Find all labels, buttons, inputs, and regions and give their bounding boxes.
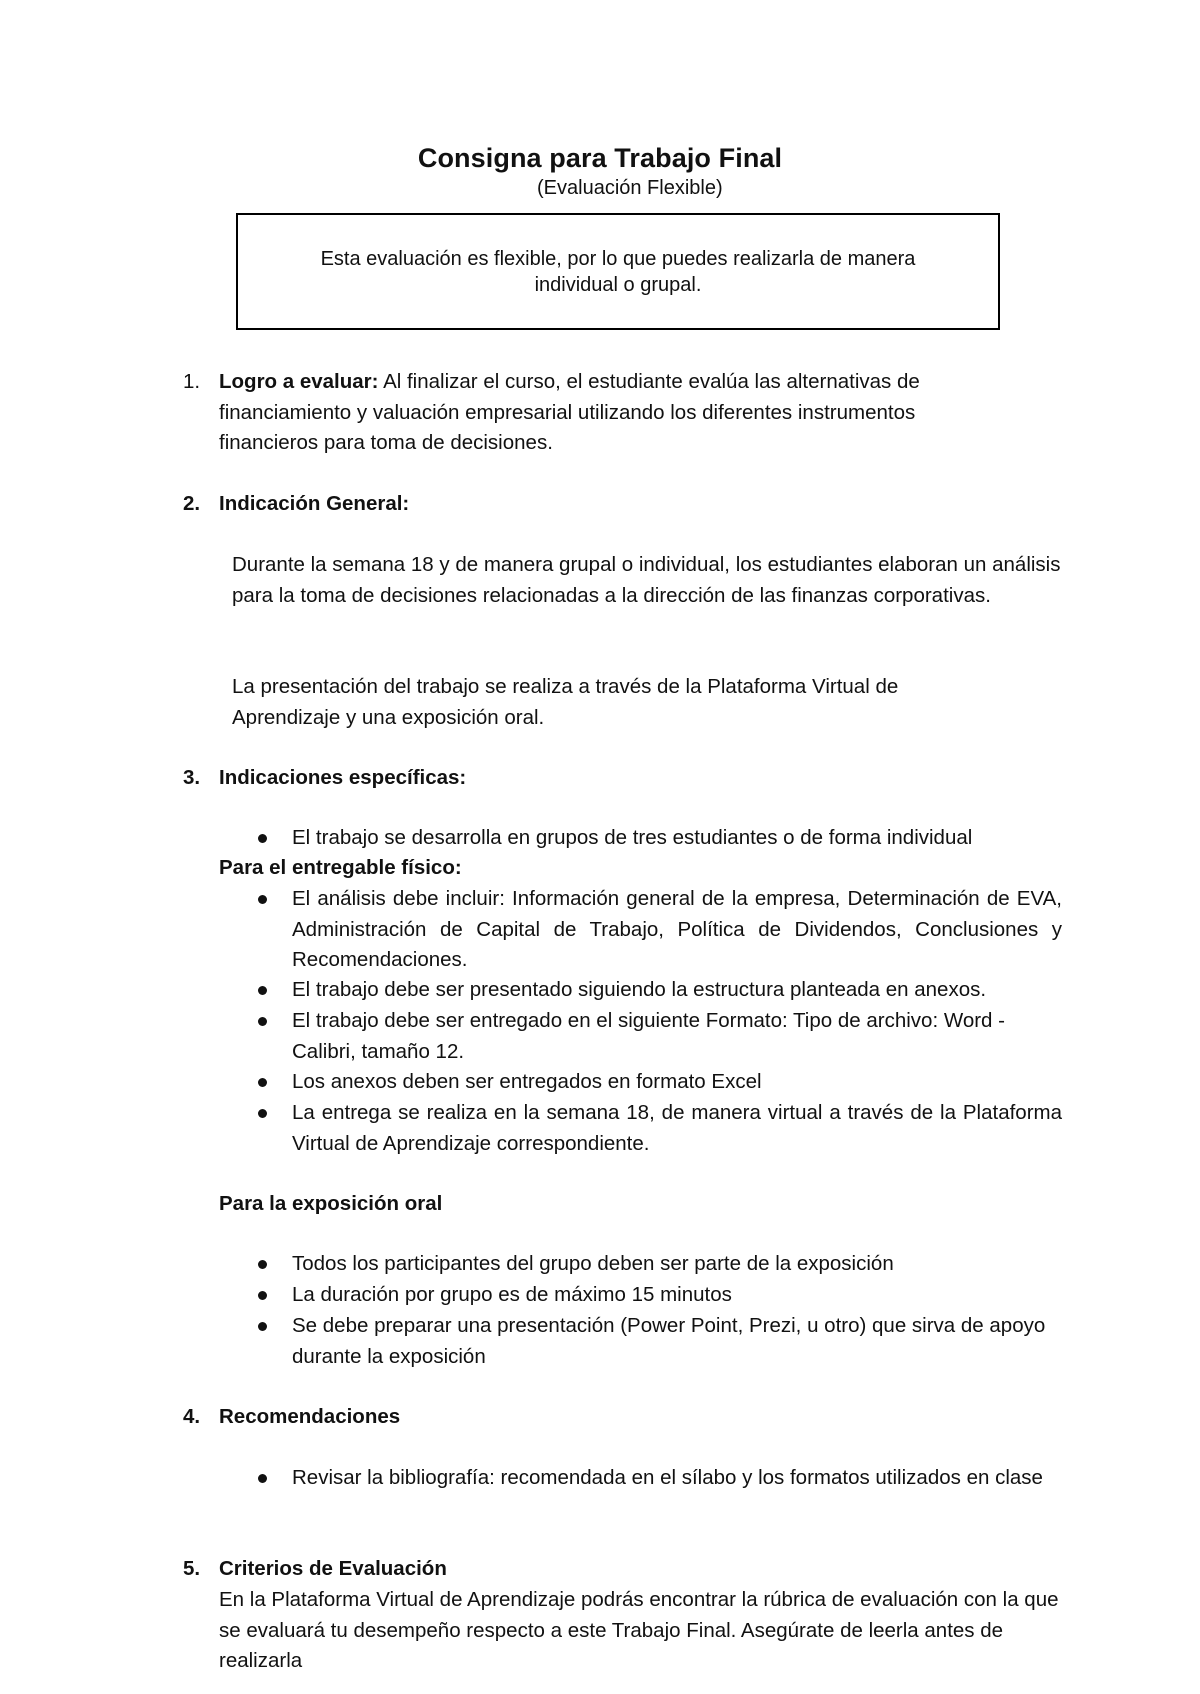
section-2-number: 2. bbox=[183, 492, 201, 515]
fisico-heading: Para el entregable físico: bbox=[219, 856, 462, 879]
fisico-bullet-1: El análisis debe incluir: Información general de la empresa, Determinación de EVA, Administración de Capital de Trabajo, Política de Dividendos, Conclusiones y Recomendaciones. bbox=[292, 887, 1062, 971]
fisico-bullet-4: Los anexos deben ser entregados en formato Excel bbox=[292, 1070, 762, 1093]
oral-bullet-2: La duración por grupo es de máximo 15 minutos bbox=[292, 1283, 732, 1306]
document-title: Consigna para Trabajo Final bbox=[417, 143, 783, 173]
document-subtitle: (Evaluación Flexible) bbox=[537, 177, 723, 199]
section-1-text: Al finalizar el curso, el estudiante evalúa las alternativas de financiamiento y valuación empresarial utilizando los diferentes instrumentos financieros para toma de decisiones. bbox=[219, 370, 920, 454]
oral-heading: Para la exposición oral bbox=[219, 1192, 443, 1215]
bullet-icon bbox=[258, 1322, 267, 1331]
oral-bullet-1: Todos los participantes del grupo deben ser parte de la exposición bbox=[292, 1252, 894, 1275]
bullet-icon bbox=[258, 834, 267, 843]
section-4-number: 4. bbox=[183, 1405, 201, 1428]
bullet-icon bbox=[258, 895, 267, 904]
bullet-icon bbox=[258, 1109, 267, 1118]
section-1-paragraph bbox=[219, 367, 999, 459]
notice-text: Esta evaluación es flexible, por lo que puedes realizarla de manera individual o grupal. bbox=[320, 247, 916, 296]
bullet-icon bbox=[258, 986, 267, 995]
section-5-number: 5. bbox=[183, 1557, 201, 1580]
bullet-icon bbox=[258, 1474, 267, 1483]
section-3-intro-bullet: El trabajo se desarrolla en grupos de tres estudiantes o de forma individual bbox=[292, 826, 973, 849]
section-2-paragraph-1: Durante la semana 18 y de manera grupal o individual, los estudiantes elaboran un análisis para la toma de decisiones relacionadas a la dirección de las finanzas corporativas. bbox=[232, 553, 1061, 607]
section-2-paragraph-2: La presentación del trabajo se realiza a través de la Plataforma Virtual de Aprendizaje y una exposición oral. bbox=[232, 675, 899, 729]
fisico-bullet-3: El trabajo debe ser entregado en el siguiente Formato: Tipo de archivo: Word - Calibri, tamaño 12. bbox=[292, 1009, 1005, 1063]
bullet-icon bbox=[258, 1078, 267, 1087]
fisico-bullet-2: El trabajo debe ser presentado siguiendo la estructura planteada en anexos. bbox=[292, 978, 987, 1001]
section-3-number: 3. bbox=[183, 766, 201, 789]
notice-box bbox=[236, 213, 1000, 330]
section-4-bullet-1: Revisar la bibliografía: recomendada en el sílabo y los formatos utilizados en clase bbox=[292, 1466, 1043, 1489]
section-5-text: En la Plataforma Virtual de Aprendizaje podrás encontrar la rúbrica de evaluación con la que se evaluará tu desempeño respecto a este Trabajo Final. Asegúrate de leerla antes de realizarla bbox=[219, 1588, 1059, 1672]
oral-bullet-3: Se debe preparar una presentación (Power Point, Prezi, u otro) que sirva de apoyo durante la exposición bbox=[292, 1314, 1046, 1368]
section-1-number: 1. bbox=[183, 370, 201, 393]
section-4-heading: Recomendaciones bbox=[219, 1405, 401, 1428]
bullet-icon bbox=[258, 1017, 267, 1026]
section-3-heading: Indicaciones específicas: bbox=[219, 766, 467, 789]
section-1-heading: Logro a evaluar: bbox=[219, 370, 379, 393]
section-2-heading: Indicación General: bbox=[219, 492, 410, 515]
fisico-bullet-5: La entrega se realiza en la semana 18, de manera virtual a través de la Plataforma Virtual de Aprendizaje correspondiente. bbox=[292, 1101, 1062, 1155]
section-5-heading: Criterios de Evaluación bbox=[219, 1557, 447, 1580]
bullet-icon bbox=[258, 1260, 267, 1269]
bullet-icon bbox=[258, 1291, 267, 1300]
